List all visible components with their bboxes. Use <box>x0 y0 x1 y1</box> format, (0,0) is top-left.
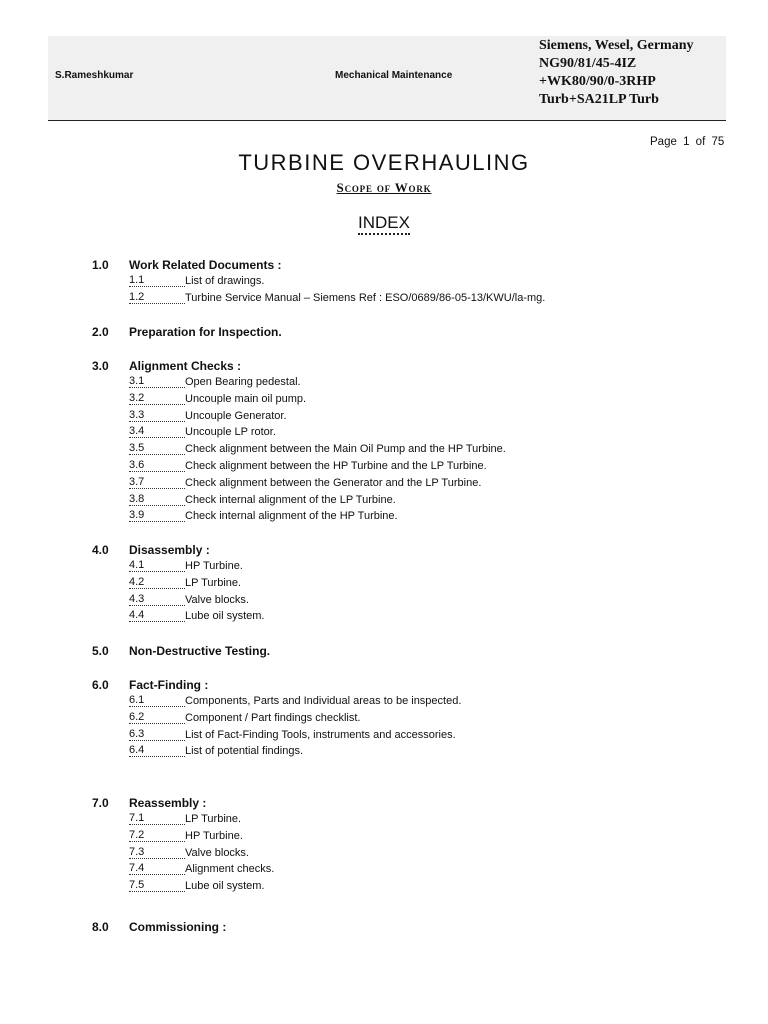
item-number: 6.2 <box>129 711 185 724</box>
item-number: 4.4 <box>129 609 185 622</box>
item-text: Lube oil system. <box>185 610 265 623</box>
item-text: Uncouple main oil pump. <box>185 392 307 405</box>
item-text: Turbine Service Manual – Siemens Ref : ESO/0689/86-05-13/KWU/la-mg. <box>185 291 546 304</box>
section-title: Disassembly : <box>129 543 210 557</box>
list-item <box>129 862 274 877</box>
item-text: LP Turbine. <box>185 813 242 825</box>
item-text: Check internal alignment of the LP Turbine. <box>185 493 396 506</box>
page-label: Page <box>650 136 677 148</box>
item-text: Open Bearing pedestal. <box>185 376 301 388</box>
item-number: 3.6 <box>129 459 185 472</box>
item-number: 1.1 <box>129 274 185 287</box>
item-number: 1.2 <box>129 291 185 304</box>
plant-info-line: +WK80/90/0-3RHP <box>539 74 656 89</box>
item-number: 4.2 <box>129 576 185 589</box>
section-title: Non-Destructive Testing. <box>129 644 271 658</box>
item-text: HP Turbine. <box>185 560 243 572</box>
item-text: Uncouple Generator. <box>185 409 287 422</box>
item-text: List of drawings. <box>185 275 265 287</box>
list-item <box>129 459 487 474</box>
page-header <box>48 36 726 121</box>
page-current: 1 <box>683 136 690 148</box>
item-text: Check alignment between the HP Turbine and the LP Turbine. <box>185 460 487 472</box>
index-heading <box>0 213 768 233</box>
item-number: 7.3 <box>129 846 185 859</box>
item-text: Valve blocks. <box>185 593 249 606</box>
document-title: TURBINE OVERHAULING <box>238 150 530 175</box>
item-text: Component / Part findings checklist. <box>185 711 361 724</box>
section-title: Work Related Documents : <box>129 258 282 272</box>
list-item <box>129 744 303 759</box>
item-text: Uncouple LP rotor. <box>185 426 276 439</box>
item-text: List of potential findings. <box>185 745 304 758</box>
item-number: 3.9 <box>129 509 185 522</box>
item-text: Valve blocks. <box>185 846 249 859</box>
item-text: Check alignment between the Main Oil Pump and the HP Turbine. <box>185 443 506 456</box>
section-title: Fact-Finding : <box>129 678 209 692</box>
item-text: List of Fact-Finding Tools, instruments and accessories. <box>185 728 456 741</box>
item-number: 3.5 <box>129 442 185 455</box>
list-item <box>129 593 249 608</box>
page-number <box>650 136 727 148</box>
list-item <box>129 375 301 390</box>
department-name: Mechanical Maintenance <box>335 70 453 81</box>
section-number: 1.0 <box>92 258 109 272</box>
plant-info-line: NG90/81/45-4IZ <box>539 56 637 71</box>
item-text: Check alignment between the Generator and the LP Turbine. <box>185 476 482 489</box>
list-item <box>129 409 287 424</box>
list-item <box>129 879 264 894</box>
plant-info-line: Siemens, Wesel, Germany <box>539 38 694 53</box>
section-number: 7.0 <box>92 796 109 810</box>
item-text: Alignment checks. <box>185 863 275 876</box>
item-number: 3.8 <box>129 493 185 506</box>
list-item <box>129 476 481 491</box>
item-number: 3.1 <box>129 375 185 388</box>
section-number: 4.0 <box>92 543 109 557</box>
item-number: 3.7 <box>129 476 185 489</box>
item-text: Lube oil system. <box>185 880 265 893</box>
list-item <box>129 392 306 407</box>
list-item <box>129 711 360 726</box>
section-title: Preparation for Inspection. <box>129 325 282 339</box>
section-number: 3.0 <box>92 359 109 373</box>
list-item <box>129 493 396 508</box>
item-number: 4.1 <box>129 559 185 572</box>
plant-info <box>539 37 724 109</box>
item-number: 7.4 <box>129 862 185 875</box>
author-name: S.Rameshkumar <box>55 70 134 81</box>
item-text: Check internal alignment of the HP Turbine. <box>185 510 398 523</box>
page-total: 75 <box>711 136 725 148</box>
item-number: 3.3 <box>129 409 185 422</box>
list-item <box>129 846 249 861</box>
list-item <box>129 829 243 844</box>
list-item <box>129 442 506 457</box>
item-text: HP Turbine. <box>185 829 243 842</box>
item-text: Components, Parts and Individual areas to be inspected. <box>185 695 462 707</box>
list-item <box>129 728 456 743</box>
document-subtitle: Scope of Work <box>336 180 432 195</box>
item-number: 3.4 <box>129 425 185 438</box>
plant-info-line: Turb+SA21LP Turb <box>539 92 659 107</box>
item-number: 6.3 <box>129 728 185 741</box>
list-item <box>129 559 243 574</box>
list-item <box>129 425 276 440</box>
item-number: 7.5 <box>129 879 185 892</box>
page-of: of <box>695 136 706 148</box>
item-number: 7.2 <box>129 829 185 842</box>
section-number: 5.0 <box>92 644 109 658</box>
section-number: 2.0 <box>92 325 109 339</box>
list-item <box>129 291 545 306</box>
item-number: 3.2 <box>129 392 185 405</box>
section-number: 6.0 <box>92 678 109 692</box>
list-item <box>129 509 398 524</box>
list-item <box>129 274 264 289</box>
list-item <box>129 694 461 709</box>
item-text: LP Turbine. <box>185 576 242 589</box>
list-item <box>129 812 241 827</box>
index-heading-text: INDEX <box>358 213 410 235</box>
section-title: Reassembly : <box>129 796 207 810</box>
section-title: Alignment Checks : <box>129 359 242 373</box>
item-number: 6.4 <box>129 744 185 757</box>
item-number: 7.1 <box>129 812 185 825</box>
item-number: 4.3 <box>129 593 185 606</box>
section-number: 8.0 <box>92 920 109 934</box>
item-number: 6.1 <box>129 694 185 707</box>
list-item <box>129 609 264 624</box>
section-title: Commissioning : <box>129 920 227 934</box>
list-item <box>129 576 241 591</box>
